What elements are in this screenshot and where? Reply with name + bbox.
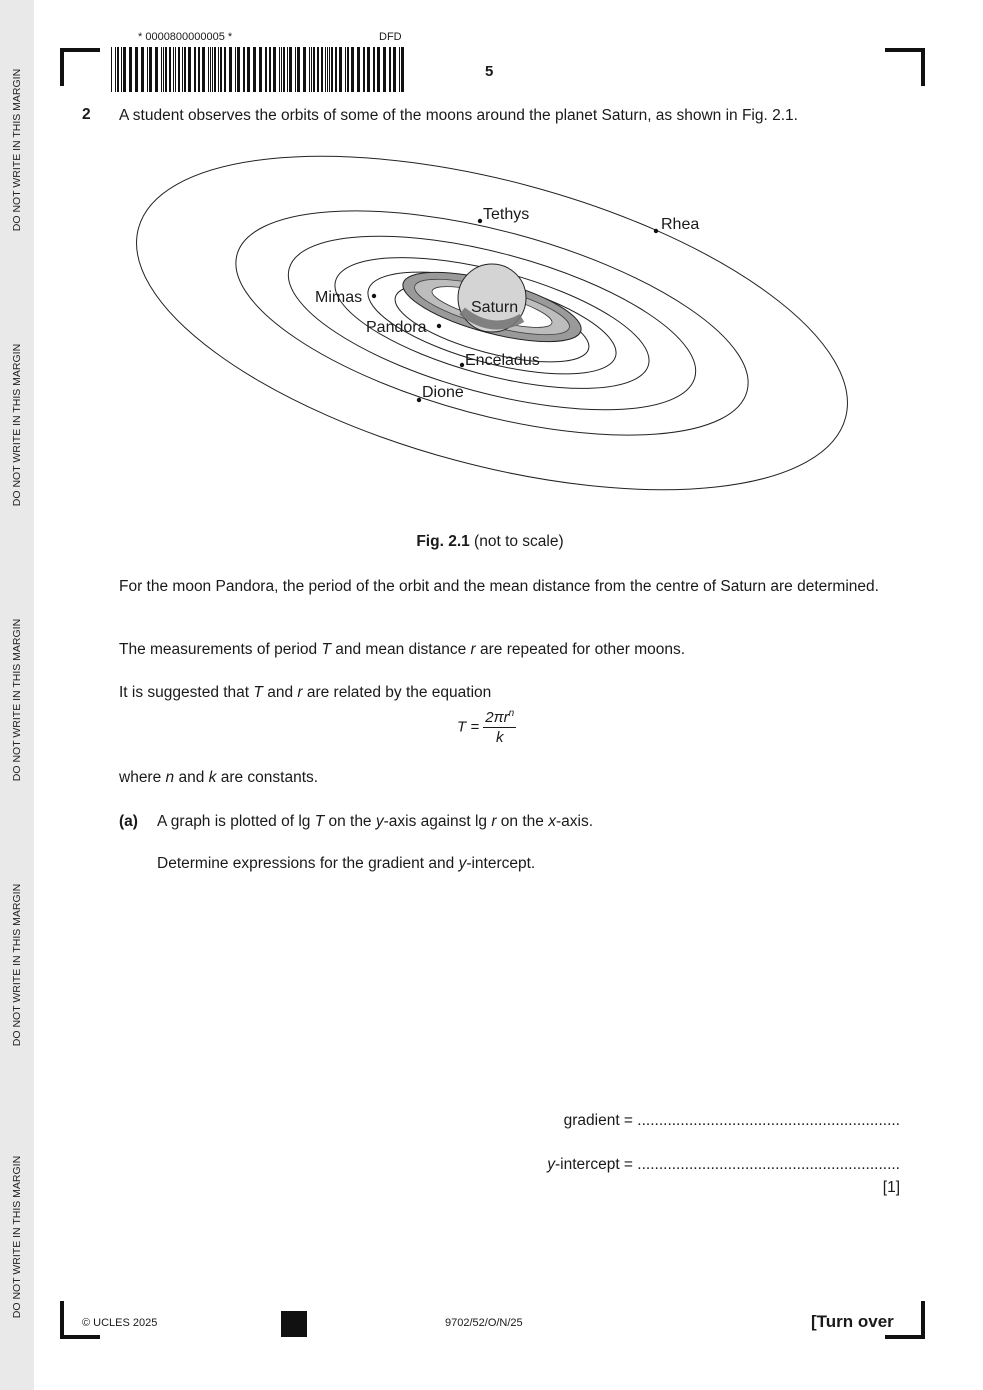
qr-cell	[303, 1317, 305, 1319]
corner-mark-top-right	[921, 48, 925, 86]
qr-cell	[287, 1325, 289, 1327]
qr-cell	[301, 1311, 303, 1313]
barcode-bar	[208, 47, 209, 92]
page-number: 5	[485, 63, 494, 80]
qr-cell	[289, 1335, 291, 1337]
qr-cell	[289, 1323, 291, 1325]
qr-cell	[281, 1333, 283, 1335]
qr-cell	[295, 1335, 297, 1337]
qr-cell	[301, 1335, 303, 1337]
barcode-bar	[289, 47, 292, 92]
qr-cell	[295, 1325, 297, 1327]
qr-cell	[281, 1323, 283, 1325]
qr-cell	[299, 1315, 301, 1317]
corner-mark-bottom-right	[885, 1335, 925, 1339]
qr-code	[281, 1311, 307, 1337]
qr-cell	[303, 1325, 305, 1327]
qr-cell	[293, 1331, 295, 1333]
barcode-bar	[377, 47, 380, 92]
qr-cell	[301, 1325, 303, 1327]
qr-cell	[283, 1315, 285, 1317]
barcode-bar	[331, 47, 333, 92]
qr-cell	[289, 1311, 291, 1313]
qr-cell	[291, 1333, 293, 1335]
qr-cell	[289, 1327, 291, 1329]
qr-cell	[291, 1327, 293, 1329]
barcode-bar	[111, 47, 112, 92]
barcode-bar	[273, 47, 276, 92]
qr-cell	[305, 1317, 307, 1319]
barcode-bar	[311, 47, 312, 92]
qr-cell	[281, 1315, 283, 1317]
qr-cell	[305, 1331, 307, 1333]
qr-cell	[283, 1335, 285, 1337]
qr-cell	[287, 1331, 289, 1333]
qr-cell	[283, 1329, 285, 1331]
qr-cell	[293, 1323, 295, 1325]
qr-cell	[291, 1323, 293, 1325]
qr-cell	[289, 1317, 291, 1319]
qr-cell	[281, 1317, 283, 1319]
barcode-bar	[115, 47, 116, 92]
qr-cell	[285, 1333, 287, 1335]
barcode-bar	[218, 47, 219, 92]
qr-cell	[293, 1311, 295, 1313]
barcode-bar	[169, 47, 171, 92]
qr-cell	[281, 1321, 283, 1323]
qr-cell	[299, 1329, 301, 1331]
corner-mark-top-right	[885, 48, 925, 52]
qr-cell	[291, 1315, 293, 1317]
barcode-bar	[163, 47, 164, 92]
turn-over: [Turn over	[811, 1312, 894, 1331]
qr-cell	[281, 1331, 283, 1333]
barcode-bar	[281, 47, 282, 92]
qr-cell	[299, 1319, 301, 1321]
qr-cell	[283, 1323, 285, 1325]
qr-cell	[303, 1313, 305, 1315]
barcode-bar	[339, 47, 342, 92]
qr-cell	[301, 1331, 303, 1333]
barcode-bar	[214, 47, 216, 92]
label-saturn: Saturn	[471, 299, 519, 316]
barcode-bar	[173, 47, 174, 92]
qr-cell	[299, 1321, 301, 1323]
qr-cell	[299, 1313, 301, 1315]
qr-cell	[281, 1335, 283, 1337]
corner-mark-top-left	[60, 48, 64, 86]
qr-cell	[299, 1311, 301, 1313]
barcode-bar	[198, 47, 200, 92]
barcode-bar	[351, 47, 354, 92]
qr-cell	[299, 1323, 301, 1325]
question-number: 2	[82, 106, 91, 123]
qr-cell	[297, 1321, 299, 1323]
qr-cell	[297, 1311, 299, 1313]
qr-cell	[283, 1317, 285, 1319]
qr-cell	[283, 1313, 285, 1315]
qr-cell	[297, 1333, 299, 1335]
equation: T = $\frac{2\pi r^n}{k}$	[457, 708, 515, 746]
barcode-bar	[393, 47, 396, 92]
barcode-bar	[141, 47, 144, 92]
qr-cell	[295, 1317, 297, 1319]
barcode-bar	[309, 47, 310, 92]
qr-cell	[287, 1327, 289, 1329]
barcode-bar	[401, 47, 404, 92]
qr-cell	[289, 1321, 291, 1323]
barcode-bar	[161, 47, 162, 92]
qr-cell	[285, 1321, 287, 1323]
qr-cell	[287, 1323, 289, 1325]
qr-cell	[291, 1325, 293, 1327]
qr-cell	[297, 1335, 299, 1337]
barcode-bar	[184, 47, 186, 92]
qr-cell	[297, 1323, 299, 1325]
qr-cell	[285, 1327, 287, 1329]
qr-cell	[303, 1335, 305, 1337]
qr-cell	[285, 1319, 287, 1321]
qr-cell	[281, 1319, 283, 1321]
margin-strip: DO NOT WRITE IN THIS MARGIN DO NOT WRITE IN THIS MARGIN DO NOT WRITE IN THIS MARGIN DO NOT WRITE IN THIS MARGIN DO NOT WRITE IN THIS MARGIN	[0, 0, 34, 1390]
qr-cell	[305, 1313, 307, 1315]
qr-cell	[287, 1315, 289, 1317]
barcode-bar	[202, 47, 205, 92]
qr-cell	[281, 1329, 283, 1331]
barcode-bar	[283, 47, 285, 92]
qr-cell	[293, 1333, 295, 1335]
paragraph-measurements: The measurements of period T and mean distance r are repeated for other moons.	[119, 641, 686, 658]
corner-mark-bottom-left	[60, 1301, 64, 1339]
qr-cell	[305, 1315, 307, 1317]
qr-cell	[285, 1315, 287, 1317]
qr-cell	[295, 1331, 297, 1333]
qr-cell	[305, 1327, 307, 1329]
qr-cell	[283, 1319, 285, 1321]
barcode-bar	[212, 47, 213, 92]
qr-cell	[303, 1331, 305, 1333]
qr-cell	[301, 1321, 303, 1323]
barcode-bar	[363, 47, 365, 92]
qr-cell	[285, 1313, 287, 1315]
barcode-bar	[357, 47, 360, 92]
barcode-bar	[129, 47, 132, 92]
qr-cell	[299, 1325, 301, 1327]
qr-cell	[293, 1317, 295, 1319]
qr-cell	[305, 1311, 307, 1313]
figure-caption: Fig. 2.1 (not to scale)	[416, 533, 564, 550]
paragraph-pandora: For the moon Pandora, the period of the orbit and the mean distance from the centre of Saturn are determined.	[119, 578, 879, 595]
qr-cell	[297, 1315, 299, 1317]
qr-cell	[291, 1329, 293, 1331]
barcode-bar	[325, 47, 326, 92]
qr-cell	[295, 1321, 297, 1323]
barcode-bar	[317, 47, 319, 92]
qr-cell	[281, 1327, 283, 1329]
barcode-bar	[295, 47, 296, 92]
qr-cell	[293, 1319, 295, 1321]
barcode-bar	[188, 47, 191, 92]
barcode-bar	[269, 47, 271, 92]
barcode-bar	[243, 47, 245, 92]
qr-cell	[299, 1333, 301, 1335]
barcode-bar	[279, 47, 280, 92]
qr-cell	[285, 1335, 287, 1337]
qr-cell	[291, 1311, 293, 1313]
marks: [1]	[882, 1179, 900, 1196]
qr-cell	[283, 1325, 285, 1327]
qr-cell	[287, 1333, 289, 1335]
qr-cell	[303, 1329, 305, 1331]
qr-cell	[287, 1329, 289, 1331]
barcode-bar	[297, 47, 300, 92]
qr-cell	[301, 1317, 303, 1319]
copyright: © UCLES 2025	[82, 1317, 158, 1329]
barcode-bar	[321, 47, 323, 92]
qr-cell	[285, 1325, 287, 1327]
saturn-orbits-figure	[100, 135, 880, 515]
barcode-bar	[265, 47, 267, 92]
barcode-bar	[165, 47, 167, 92]
qr-cell	[291, 1335, 293, 1337]
barcode-bar	[373, 47, 375, 92]
qr-cell	[295, 1333, 297, 1335]
qr-cell	[301, 1327, 303, 1329]
qr-cell	[283, 1321, 285, 1323]
barcode-bar	[182, 47, 183, 92]
qr-cell	[303, 1333, 305, 1335]
qr-cell	[283, 1333, 285, 1335]
barcode-bar	[123, 47, 126, 92]
qr-cell	[291, 1331, 293, 1333]
part-a-instruction: Determine expressions for the gradient and y-intercept.	[157, 855, 536, 872]
barcode-bar	[383, 47, 386, 92]
qr-cell	[283, 1327, 285, 1329]
qr-cell	[301, 1329, 303, 1331]
qr-cell	[303, 1311, 305, 1313]
qr-cell	[291, 1313, 293, 1315]
barcode-number: * 0000800000005 *	[138, 31, 233, 43]
qr-cell	[289, 1331, 291, 1333]
barcode-bar	[147, 47, 148, 92]
qr-cell	[297, 1325, 299, 1327]
label-mimas: Mimas	[315, 289, 363, 306]
corner-mark-bottom-left	[60, 1335, 100, 1339]
qr-cell	[297, 1313, 299, 1315]
barcode-bar	[210, 47, 211, 92]
qr-cell	[303, 1319, 305, 1321]
barcode-bar	[287, 47, 288, 92]
barcode-bar	[367, 47, 370, 92]
qr-cell	[305, 1321, 307, 1323]
barcode-code: DFD	[379, 31, 402, 43]
qr-cell	[295, 1313, 297, 1315]
barcode-bar	[178, 47, 180, 92]
qr-cell	[293, 1335, 295, 1337]
qr-cell	[295, 1327, 297, 1329]
barcode-bar	[347, 47, 349, 92]
qr-cell	[287, 1311, 289, 1313]
qr-cell	[293, 1315, 295, 1317]
qr-cell	[291, 1317, 293, 1319]
intercept-answer-line[interactable]: y-intercept = .............................................................	[547, 1156, 900, 1173]
qr-cell	[301, 1313, 303, 1315]
barcode-bar	[135, 47, 138, 92]
qr-cell	[295, 1311, 297, 1313]
qr-cell	[281, 1325, 283, 1327]
qr-cell	[289, 1333, 291, 1335]
barcode-bar	[329, 47, 330, 92]
qr-cell	[287, 1313, 289, 1315]
qr-cell	[305, 1323, 307, 1325]
barcode-bar	[389, 47, 391, 92]
qr-cell	[301, 1323, 303, 1325]
barcode-bar	[247, 47, 250, 92]
barcode-bar	[327, 47, 328, 92]
barcode-bar	[237, 47, 240, 92]
barcode-bar	[194, 47, 196, 92]
qr-cell	[303, 1315, 305, 1317]
qr-cell	[281, 1311, 283, 1313]
barcode	[111, 47, 406, 92]
barcode-bar	[149, 47, 152, 92]
barcode-bar	[155, 47, 158, 92]
barcode-bar	[224, 47, 226, 92]
qr-cell	[301, 1333, 303, 1335]
qr-cell	[289, 1329, 291, 1331]
qr-cell	[287, 1321, 289, 1323]
qr-cell	[291, 1321, 293, 1323]
qr-cell	[287, 1319, 289, 1321]
qr-cell	[293, 1321, 295, 1323]
qr-cell	[303, 1321, 305, 1323]
qr-cell	[299, 1335, 301, 1337]
barcode-bar	[313, 47, 315, 92]
qr-cell	[299, 1331, 301, 1333]
qr-cell	[289, 1319, 291, 1321]
qr-cell	[283, 1331, 285, 1333]
barcode-bar	[117, 47, 119, 92]
qr-cell	[293, 1325, 295, 1327]
barcode-bar	[229, 47, 232, 92]
qr-cell	[285, 1317, 287, 1319]
label-rhea: Rhea	[661, 216, 700, 233]
qr-cell	[297, 1327, 299, 1329]
qr-cell	[293, 1329, 295, 1331]
qr-cell	[301, 1315, 303, 1317]
qr-cell	[295, 1329, 297, 1331]
qr-cell	[285, 1311, 287, 1313]
qr-cell	[289, 1315, 291, 1317]
qr-cell	[295, 1319, 297, 1321]
qr-cell	[297, 1317, 299, 1319]
barcode-bar	[253, 47, 256, 92]
qr-cell	[305, 1325, 307, 1327]
barcode-bar	[399, 47, 400, 92]
gradient-answer-line[interactable]: gradient = .............................................................	[563, 1112, 900, 1129]
barcode-bar	[345, 47, 346, 92]
label-tethys: Tethys	[483, 206, 530, 223]
qr-cell	[305, 1329, 307, 1331]
qr-cell	[297, 1329, 299, 1331]
paper-code: 9702/52/O/N/25	[445, 1317, 523, 1329]
label-dione: Dione	[422, 384, 464, 401]
part-a-statement: A graph is plotted of lg T on the y-axis against lg r on the x-axis.	[157, 813, 594, 830]
qr-cell	[297, 1319, 299, 1321]
qr-cell	[289, 1313, 291, 1315]
barcode-bar	[235, 47, 236, 92]
qr-cell	[295, 1315, 297, 1317]
qr-cell	[303, 1323, 305, 1325]
barcode-bar	[303, 47, 306, 92]
qr-cell	[287, 1317, 289, 1319]
qr-cell	[299, 1317, 301, 1319]
qr-cell	[295, 1323, 297, 1325]
label-pandora: Pandora	[366, 319, 427, 336]
qr-cell	[305, 1335, 307, 1337]
qr-cell	[285, 1323, 287, 1325]
corner-mark-top-left	[60, 48, 100, 52]
qr-cell	[305, 1333, 307, 1335]
qr-cell	[291, 1319, 293, 1321]
barcode-bar	[335, 47, 337, 92]
qr-cell	[289, 1325, 291, 1327]
qr-cell	[281, 1313, 283, 1315]
qr-cell	[303, 1327, 305, 1329]
barcode-bar	[220, 47, 222, 92]
qr-cell	[299, 1327, 301, 1329]
barcode-bar	[121, 47, 122, 92]
qr-cell	[293, 1327, 295, 1329]
qr-cell	[285, 1329, 287, 1331]
qr-cell	[301, 1319, 303, 1321]
barcode-bar	[175, 47, 176, 92]
corner-mark-bottom-right	[921, 1301, 925, 1339]
paragraph-relation: It is suggested that T and r are related by the equation	[119, 684, 492, 701]
paragraph-constants: where n and k are constants.	[119, 769, 319, 786]
qr-cell	[283, 1311, 285, 1313]
qr-cell	[293, 1313, 295, 1315]
qr-cell	[287, 1335, 289, 1337]
barcode-bar	[259, 47, 262, 92]
qr-cell	[285, 1331, 287, 1333]
label-enceladus: Enceladus	[465, 352, 540, 369]
qr-cell	[305, 1319, 307, 1321]
qr-cell	[297, 1331, 299, 1333]
part-a-label: (a)	[119, 813, 138, 830]
question-intro: A student observes the orbits of some of the moons around the planet Saturn, as shown in Fig. 2.1.	[119, 107, 798, 124]
